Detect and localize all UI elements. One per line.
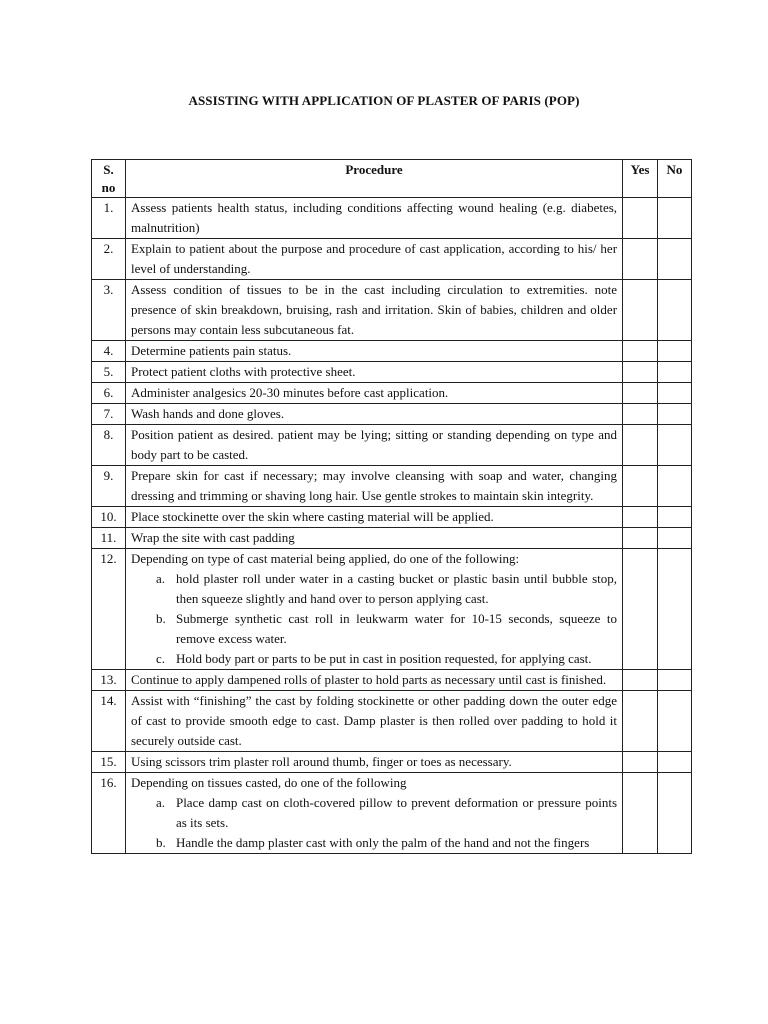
- table-row: [92, 670, 692, 691]
- table-row: [92, 425, 692, 466]
- yes-check-cell[interactable]: [623, 691, 658, 752]
- table-row: [92, 198, 692, 239]
- row-number: 15.: [92, 752, 126, 773]
- procedure-cell: [125, 362, 622, 383]
- sub-step-item: [155, 793, 618, 833]
- yes-check-cell[interactable]: [623, 280, 658, 341]
- procedure-text: Protect patient cloths with protective sheet.: [130, 364, 356, 379]
- no-check-cell[interactable]: [658, 549, 692, 670]
- row-number: 9.: [92, 466, 126, 507]
- row-number: 6.: [92, 383, 126, 404]
- row-number: 16.: [92, 773, 126, 854]
- no-check-cell[interactable]: [658, 691, 692, 752]
- procedure-cell: [125, 383, 622, 404]
- sub-step-text: Handle the damp plaster cast with only the palm of the hand and not the fingers: [175, 835, 590, 850]
- header-no: No: [658, 160, 692, 198]
- yes-check-cell[interactable]: [623, 752, 658, 773]
- no-check-cell[interactable]: [658, 752, 692, 773]
- row-number: 11.: [92, 528, 126, 549]
- procedure-cell: [125, 341, 622, 362]
- table-row: [92, 507, 692, 528]
- procedure-text: Position patient as desired. patient may be lying; sitting or standing depending on type and body part to be casted.: [130, 427, 618, 462]
- no-check-cell[interactable]: [658, 280, 692, 341]
- table-row: [92, 752, 692, 773]
- row-number: 4.: [92, 341, 126, 362]
- no-check-cell[interactable]: [658, 404, 692, 425]
- procedure-cell: [125, 752, 622, 773]
- procedure-cell: [125, 198, 622, 239]
- procedure-cell: [125, 691, 622, 752]
- table-row: [92, 773, 692, 854]
- table-row: [92, 466, 692, 507]
- procedure-text: Explain to patient about the purpose and procedure of cast application, according to his/ her level of understanding.: [130, 241, 618, 276]
- table-row: [92, 362, 692, 383]
- row-number: 13.: [92, 670, 126, 691]
- yes-check-cell[interactable]: [623, 383, 658, 404]
- procedure-cell: [125, 425, 622, 466]
- no-check-cell[interactable]: [658, 773, 692, 854]
- row-number: 10.: [92, 507, 126, 528]
- row-number: 3.: [92, 280, 126, 341]
- no-check-cell[interactable]: [658, 466, 692, 507]
- procedure-cell: [125, 280, 622, 341]
- row-number: 14.: [92, 691, 126, 752]
- sub-step-marker: a.: [155, 571, 165, 586]
- yes-check-cell[interactable]: [623, 341, 658, 362]
- sub-step-text: Submerge synthetic cast roll in leukwarm water for 10-15 seconds, squeeze to remove excess water.: [175, 611, 618, 646]
- procedure-text: Continue to apply dampened rolls of plaster to hold parts as necessary until cast is finished.: [130, 672, 607, 687]
- yes-check-cell[interactable]: [623, 198, 658, 239]
- sub-step-marker: b.: [155, 835, 166, 850]
- procedure-text: Determine patients pain status.: [130, 343, 292, 358]
- sub-step-item: [155, 569, 618, 609]
- table-row: [92, 280, 692, 341]
- procedure-text: Wash hands and done gloves.: [130, 406, 285, 421]
- table-row: [92, 549, 692, 670]
- table-row: [92, 239, 692, 280]
- yes-check-cell[interactable]: [623, 466, 658, 507]
- no-check-cell[interactable]: [658, 239, 692, 280]
- sub-step-item: [155, 609, 618, 649]
- yes-check-cell[interactable]: [623, 670, 658, 691]
- procedure-text: Administer analgesics 20-30 minutes before cast application.: [130, 385, 449, 400]
- sub-step-list: [131, 569, 617, 669]
- sub-step-marker: b.: [155, 611, 166, 626]
- no-check-cell[interactable]: [658, 362, 692, 383]
- row-number: 1.: [92, 198, 126, 239]
- yes-check-cell[interactable]: [623, 362, 658, 383]
- row-number: 8.: [92, 425, 126, 466]
- sub-step-list: [131, 793, 617, 853]
- header-procedure: Procedure: [125, 160, 622, 198]
- no-check-cell[interactable]: [658, 670, 692, 691]
- table-body: [92, 198, 692, 854]
- header-sno: S. no: [92, 160, 126, 198]
- sub-step-marker: c.: [155, 651, 165, 666]
- procedure-cell: [125, 239, 622, 280]
- procedure-text: Depending on tissues casted, do one of the following: [130, 775, 407, 790]
- no-check-cell[interactable]: [658, 198, 692, 239]
- header-yes: Yes: [623, 160, 658, 198]
- procedure-text: Wrap the site with cast padding: [130, 530, 295, 545]
- table-row: [92, 404, 692, 425]
- yes-check-cell[interactable]: [623, 773, 658, 854]
- yes-check-cell[interactable]: [623, 404, 658, 425]
- procedure-text: Assess patients health status, including conditions affecting wound healing (e.g. diabetes, malnutrition): [130, 200, 618, 235]
- no-check-cell[interactable]: [658, 425, 692, 466]
- sub-step-text: hold plaster roll under water in a casting bucket or plastic basin until bubble stop, then squeeze slightly and hand over to person applying cast.: [175, 571, 618, 606]
- yes-check-cell[interactable]: [623, 528, 658, 549]
- sub-step-text: Hold body part or parts to be put in cast in position requested, for applying cast.: [175, 651, 592, 666]
- procedure-text: Assist with “finishing” the cast by folding stockinette or other padding down the outer edge of cast to provide smooth edge to cast. Damp plaster is then rolled over padding to hold it securely outside cast.: [130, 693, 618, 748]
- sub-step-item: [155, 833, 617, 853]
- table-row: [92, 691, 692, 752]
- page-title: ASSISTING WITH APPLICATION OF PLASTER OF PARIS (POP): [188, 93, 580, 108]
- procedure-cell: [125, 507, 622, 528]
- table-header-row: [92, 160, 692, 198]
- sub-step-marker: a.: [155, 795, 165, 810]
- procedure-cell: [125, 528, 622, 549]
- row-number: 7.: [92, 404, 126, 425]
- procedure-cell: [125, 466, 622, 507]
- table-row: [92, 528, 692, 549]
- procedure-text: Using scissors trim plaster roll around thumb, finger or toes as necessary.: [130, 754, 512, 769]
- procedure-text: Depending on type of cast material being applied, do one of the following:: [130, 551, 520, 566]
- procedure-text: Place stockinette over the skin where casting material will be applied.: [130, 509, 494, 524]
- no-check-cell[interactable]: [658, 383, 692, 404]
- procedure-cell: [125, 670, 622, 691]
- table-row: [92, 383, 692, 404]
- row-number: 12.: [92, 549, 126, 670]
- procedure-cell: [125, 549, 622, 670]
- no-check-cell[interactable]: [658, 528, 692, 549]
- yes-check-cell[interactable]: [623, 239, 658, 280]
- yes-check-cell[interactable]: [623, 549, 658, 670]
- yes-check-cell[interactable]: [623, 425, 658, 466]
- procedure-cell: [125, 404, 622, 425]
- no-check-cell[interactable]: [658, 341, 692, 362]
- procedure-checklist-table: [91, 159, 692, 854]
- procedure-text: Assess condition of tissues to be in the cast including circulation to extremities. note presence of skin breakdown, bruising, rash and irritation. Skin of babies, children and older persons may contain less subcutaneous fat.: [130, 282, 618, 337]
- yes-check-cell[interactable]: [623, 507, 658, 528]
- row-number: 2.: [92, 239, 126, 280]
- sub-step-item: [155, 649, 617, 669]
- sub-step-text: Place damp cast on cloth-covered pillow to prevent deformation or pressure points as its sets.: [175, 795, 618, 830]
- table-row: [92, 341, 692, 362]
- procedure-text: Prepare skin for cast if necessary; may involve cleansing with soap and water, changing dressing and trimming or shaving long hair. Use gentle strokes to maintain skin integrity.: [130, 468, 618, 503]
- row-number: 5.: [92, 362, 126, 383]
- no-check-cell[interactable]: [658, 507, 692, 528]
- procedure-cell: [125, 773, 622, 854]
